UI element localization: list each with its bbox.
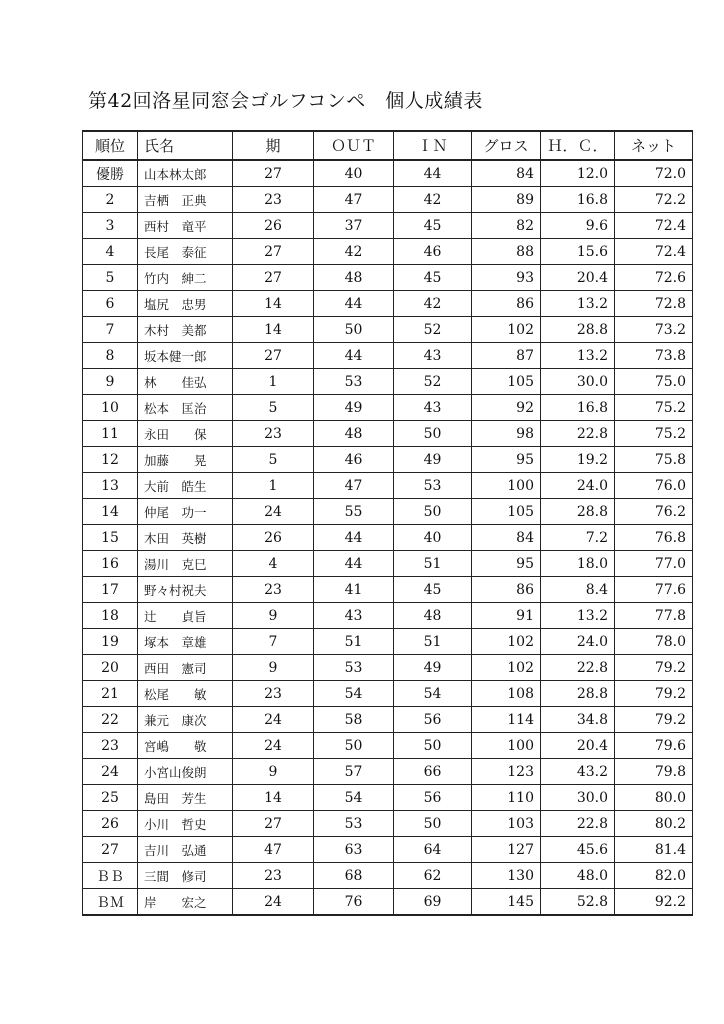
cell-gross: 88 xyxy=(472,239,541,265)
cell-out: 53 xyxy=(314,655,394,681)
cell-net: 79.8 xyxy=(615,759,693,785)
cell-gross: 95 xyxy=(472,447,541,473)
cell-net: 75.2 xyxy=(615,421,693,447)
cell-gross: 145 xyxy=(472,889,541,916)
cell-in: 43 xyxy=(394,343,472,369)
cell-hc: 16.8 xyxy=(541,187,615,213)
cell-hc: 22.8 xyxy=(541,811,615,837)
cell-net: 82.0 xyxy=(615,863,693,889)
cell-rank: ＢＭ xyxy=(83,889,138,916)
cell-term: 26 xyxy=(233,525,314,551)
table-row xyxy=(83,811,693,837)
cell-hc: 22.8 xyxy=(541,655,615,681)
cell-gross: 102 xyxy=(472,655,541,681)
table-row xyxy=(83,291,693,317)
cell-term: 27 xyxy=(233,811,314,837)
cell-name: 加藤 晃 xyxy=(138,447,233,473)
cell-hc: 7.2 xyxy=(541,525,615,551)
table-row xyxy=(83,551,693,577)
table-row xyxy=(83,707,693,733)
table-row xyxy=(83,499,693,525)
table-row xyxy=(83,447,693,473)
cell-rank: 26 xyxy=(83,811,138,837)
page-title: 第42回洛星同窓会ゴルフコンペ 個人成績表 xyxy=(88,90,483,112)
cell-rank: 2 xyxy=(83,187,138,213)
cell-term: 4 xyxy=(233,551,314,577)
cell-name: 兼元 康次 xyxy=(138,707,233,733)
cell-name: 島田 芳生 xyxy=(138,785,233,811)
cell-out: 53 xyxy=(314,369,394,395)
cell-name: 三間 修司 xyxy=(138,863,233,889)
cell-term: 9 xyxy=(233,759,314,785)
cell-hc: 34.8 xyxy=(541,707,615,733)
cell-term: 27 xyxy=(233,265,314,291)
cell-term: 24 xyxy=(233,499,314,525)
cell-out: 37 xyxy=(314,213,394,239)
cell-name: 岸 宏之 xyxy=(138,889,233,916)
cell-rank: 優勝 xyxy=(83,160,138,187)
cell-term: 24 xyxy=(233,889,314,916)
cell-hc: 9.6 xyxy=(541,213,615,239)
cell-rank: 19 xyxy=(83,629,138,655)
cell-net: 72.8 xyxy=(615,291,693,317)
cell-net: 72.6 xyxy=(615,265,693,291)
cell-out: 54 xyxy=(314,785,394,811)
cell-in: 49 xyxy=(394,447,472,473)
cell-in: 56 xyxy=(394,785,472,811)
results-body xyxy=(83,160,693,915)
cell-term: 27 xyxy=(233,160,314,187)
cell-net: 79.6 xyxy=(615,733,693,759)
cell-net: 72.0 xyxy=(615,160,693,187)
table-row xyxy=(83,577,693,603)
table-row xyxy=(83,629,693,655)
header-net: ネット xyxy=(615,131,693,160)
cell-gross: 89 xyxy=(472,187,541,213)
header-gross: グロス xyxy=(472,131,541,160)
cell-name: 林 佳弘 xyxy=(138,369,233,395)
cell-rank: 18 xyxy=(83,603,138,629)
cell-gross: 105 xyxy=(472,499,541,525)
cell-net: 77.8 xyxy=(615,603,693,629)
cell-gross: 82 xyxy=(472,213,541,239)
cell-name: 塩尻 忠男 xyxy=(138,291,233,317)
cell-hc: 28.8 xyxy=(541,499,615,525)
cell-rank: 24 xyxy=(83,759,138,785)
table-row xyxy=(83,343,693,369)
cell-name: 宮嶋 敬 xyxy=(138,733,233,759)
cell-net: 79.2 xyxy=(615,707,693,733)
cell-out: 47 xyxy=(314,187,394,213)
cell-gross: 91 xyxy=(472,603,541,629)
cell-in: 52 xyxy=(394,317,472,343)
cell-name: 永田 保 xyxy=(138,421,233,447)
cell-out: 40 xyxy=(314,160,394,187)
cell-out: 43 xyxy=(314,603,394,629)
cell-out: 68 xyxy=(314,863,394,889)
cell-gross: 102 xyxy=(472,629,541,655)
cell-net: 75.0 xyxy=(615,369,693,395)
cell-rank: 15 xyxy=(83,525,138,551)
cell-rank: 4 xyxy=(83,239,138,265)
cell-out: 48 xyxy=(314,421,394,447)
cell-hc: 12.0 xyxy=(541,160,615,187)
cell-hc: 13.2 xyxy=(541,291,615,317)
cell-hc: 16.8 xyxy=(541,395,615,421)
cell-term: 24 xyxy=(233,707,314,733)
cell-in: 45 xyxy=(394,213,472,239)
cell-out: 54 xyxy=(314,681,394,707)
cell-net: 72.2 xyxy=(615,187,693,213)
cell-rank: 7 xyxy=(83,317,138,343)
cell-term: 26 xyxy=(233,213,314,239)
cell-gross: 123 xyxy=(472,759,541,785)
cell-net: 72.4 xyxy=(615,239,693,265)
cell-in: 66 xyxy=(394,759,472,785)
cell-in: 50 xyxy=(394,421,472,447)
cell-net: 79.2 xyxy=(615,681,693,707)
cell-gross: 84 xyxy=(472,160,541,187)
cell-out: 50 xyxy=(314,733,394,759)
table-row xyxy=(83,681,693,707)
cell-net: 73.8 xyxy=(615,343,693,369)
cell-gross: 114 xyxy=(472,707,541,733)
cell-rank: 25 xyxy=(83,785,138,811)
cell-term: 14 xyxy=(233,785,314,811)
cell-net: 75.8 xyxy=(615,447,693,473)
cell-term: 27 xyxy=(233,343,314,369)
cell-out: 44 xyxy=(314,525,394,551)
cell-term: 27 xyxy=(233,239,314,265)
cell-name: 木村 美都 xyxy=(138,317,233,343)
cell-name: 野々村祝夫 xyxy=(138,577,233,603)
cell-hc: 22.8 xyxy=(541,421,615,447)
cell-net: 76.8 xyxy=(615,525,693,551)
cell-net: 79.2 xyxy=(615,655,693,681)
cell-hc: 43.2 xyxy=(541,759,615,785)
cell-rank: 17 xyxy=(83,577,138,603)
cell-out: 44 xyxy=(314,551,394,577)
cell-rank: 21 xyxy=(83,681,138,707)
cell-gross: 95 xyxy=(472,551,541,577)
table-row xyxy=(83,369,693,395)
cell-hc: 48.0 xyxy=(541,863,615,889)
cell-rank: 16 xyxy=(83,551,138,577)
cell-term: 23 xyxy=(233,421,314,447)
cell-in: 45 xyxy=(394,577,472,603)
cell-name: 木田 英樹 xyxy=(138,525,233,551)
cell-in: 46 xyxy=(394,239,472,265)
header-term: 期 xyxy=(233,131,314,160)
cell-name: 西村 竜平 xyxy=(138,213,233,239)
cell-name: 塚本 章雄 xyxy=(138,629,233,655)
cell-term: 14 xyxy=(233,291,314,317)
cell-term: 9 xyxy=(233,603,314,629)
cell-gross: 86 xyxy=(472,291,541,317)
cell-net: 80.0 xyxy=(615,785,693,811)
cell-rank: 6 xyxy=(83,291,138,317)
cell-out: 53 xyxy=(314,811,394,837)
cell-in: 50 xyxy=(394,811,472,837)
cell-in: 51 xyxy=(394,629,472,655)
cell-hc: 24.0 xyxy=(541,629,615,655)
cell-out: 46 xyxy=(314,447,394,473)
cell-rank: 23 xyxy=(83,733,138,759)
cell-rank: 3 xyxy=(83,213,138,239)
cell-term: 5 xyxy=(233,395,314,421)
table-row xyxy=(83,265,693,291)
table-row xyxy=(83,473,693,499)
cell-in: 50 xyxy=(394,733,472,759)
cell-in: 56 xyxy=(394,707,472,733)
cell-gross: 108 xyxy=(472,681,541,707)
results-table xyxy=(82,130,693,916)
cell-term: 1 xyxy=(233,473,314,499)
cell-out: 50 xyxy=(314,317,394,343)
cell-out: 42 xyxy=(314,239,394,265)
cell-term: 23 xyxy=(233,681,314,707)
cell-gross: 102 xyxy=(472,317,541,343)
cell-in: 43 xyxy=(394,395,472,421)
table-row xyxy=(83,239,693,265)
header-hc: Ｈ．Ｃ． xyxy=(541,131,615,160)
cell-hc: 28.8 xyxy=(541,317,615,343)
table-row xyxy=(83,187,693,213)
cell-in: 45 xyxy=(394,265,472,291)
table-row xyxy=(83,603,693,629)
cell-in: 62 xyxy=(394,863,472,889)
cell-in: 52 xyxy=(394,369,472,395)
cell-in: 51 xyxy=(394,551,472,577)
cell-term: 1 xyxy=(233,369,314,395)
cell-name: 松本 匡治 xyxy=(138,395,233,421)
cell-name: 小宮山俊朗 xyxy=(138,759,233,785)
cell-term: 24 xyxy=(233,733,314,759)
cell-term: 23 xyxy=(233,577,314,603)
cell-hc: 24.0 xyxy=(541,473,615,499)
cell-out: 44 xyxy=(314,291,394,317)
cell-name: 辻 貞旨 xyxy=(138,603,233,629)
table-row xyxy=(83,785,693,811)
cell-gross: 105 xyxy=(472,369,541,395)
cell-in: 42 xyxy=(394,187,472,213)
cell-gross: 110 xyxy=(472,785,541,811)
header-name: 氏名 xyxy=(138,131,233,160)
cell-name: 西田 憲司 xyxy=(138,655,233,681)
header-rank: 順位 xyxy=(83,131,138,160)
cell-hc: 28.8 xyxy=(541,681,615,707)
cell-gross: 86 xyxy=(472,577,541,603)
table-row xyxy=(83,317,693,343)
cell-name: 松尾 敏 xyxy=(138,681,233,707)
cell-name: 吉栖 正典 xyxy=(138,187,233,213)
cell-rank: 12 xyxy=(83,447,138,473)
cell-out: 49 xyxy=(314,395,394,421)
cell-hc: 52.8 xyxy=(541,889,615,916)
cell-in: 54 xyxy=(394,681,472,707)
table-row xyxy=(83,889,693,916)
table-row xyxy=(83,863,693,889)
cell-gross: 98 xyxy=(472,421,541,447)
cell-in: 64 xyxy=(394,837,472,863)
header-out: ＯＵＴ xyxy=(314,131,394,160)
table-row xyxy=(83,160,693,187)
cell-in: 50 xyxy=(394,499,472,525)
cell-out: 44 xyxy=(314,343,394,369)
cell-name: 小川 哲史 xyxy=(138,811,233,837)
cell-term: 14 xyxy=(233,317,314,343)
cell-hc: 30.0 xyxy=(541,785,615,811)
cell-gross: 93 xyxy=(472,265,541,291)
cell-hc: 20.4 xyxy=(541,265,615,291)
cell-gross: 100 xyxy=(472,473,541,499)
cell-rank: 10 xyxy=(83,395,138,421)
cell-net: 77.0 xyxy=(615,551,693,577)
cell-rank: 5 xyxy=(83,265,138,291)
cell-in: 69 xyxy=(394,889,472,916)
cell-rank: 8 xyxy=(83,343,138,369)
cell-out: 41 xyxy=(314,577,394,603)
cell-rank: ＢＢ xyxy=(83,863,138,889)
cell-term: 5 xyxy=(233,447,314,473)
cell-gross: 84 xyxy=(472,525,541,551)
table-row xyxy=(83,213,693,239)
cell-name: 山本林太郎 xyxy=(138,160,233,187)
cell-net: 92.2 xyxy=(615,889,693,916)
cell-rank: 11 xyxy=(83,421,138,447)
cell-net: 73.2 xyxy=(615,317,693,343)
cell-in: 40 xyxy=(394,525,472,551)
cell-name: 吉川 弘通 xyxy=(138,837,233,863)
cell-out: 47 xyxy=(314,473,394,499)
cell-out: 55 xyxy=(314,499,394,525)
cell-in: 53 xyxy=(394,473,472,499)
cell-gross: 87 xyxy=(472,343,541,369)
cell-in: 44 xyxy=(394,160,472,187)
cell-hc: 13.2 xyxy=(541,603,615,629)
cell-net: 76.2 xyxy=(615,499,693,525)
table-row xyxy=(83,733,693,759)
cell-gross: 103 xyxy=(472,811,541,837)
cell-hc: 18.0 xyxy=(541,551,615,577)
cell-in: 48 xyxy=(394,603,472,629)
cell-net: 78.0 xyxy=(615,629,693,655)
cell-rank: 20 xyxy=(83,655,138,681)
table-row xyxy=(83,421,693,447)
cell-name: 大前 皓生 xyxy=(138,473,233,499)
cell-term: 47 xyxy=(233,837,314,863)
table-row xyxy=(83,395,693,421)
cell-net: 80.2 xyxy=(615,811,693,837)
table-header-row xyxy=(83,131,693,160)
table-row xyxy=(83,525,693,551)
cell-rank: 13 xyxy=(83,473,138,499)
cell-net: 81.4 xyxy=(615,837,693,863)
cell-out: 48 xyxy=(314,265,394,291)
cell-out: 51 xyxy=(314,629,394,655)
cell-out: 57 xyxy=(314,759,394,785)
cell-name: 竹内 紳二 xyxy=(138,265,233,291)
cell-out: 63 xyxy=(314,837,394,863)
cell-name: 坂本健一郎 xyxy=(138,343,233,369)
cell-rank: 9 xyxy=(83,369,138,395)
cell-hc: 13.2 xyxy=(541,343,615,369)
cell-gross: 127 xyxy=(472,837,541,863)
cell-net: 76.0 xyxy=(615,473,693,499)
cell-term: 7 xyxy=(233,629,314,655)
cell-name: 湯川 克巳 xyxy=(138,551,233,577)
cell-hc: 15.6 xyxy=(541,239,615,265)
cell-net: 75.2 xyxy=(615,395,693,421)
cell-hc: 8.4 xyxy=(541,577,615,603)
cell-net: 72.4 xyxy=(615,213,693,239)
cell-gross: 100 xyxy=(472,733,541,759)
cell-name: 長尾 泰征 xyxy=(138,239,233,265)
table-row xyxy=(83,655,693,681)
cell-hc: 30.0 xyxy=(541,369,615,395)
cell-hc: 45.6 xyxy=(541,837,615,863)
cell-rank: 14 xyxy=(83,499,138,525)
cell-name: 仲尾 功一 xyxy=(138,499,233,525)
cell-gross: 92 xyxy=(472,395,541,421)
cell-hc: 19.2 xyxy=(541,447,615,473)
table-row xyxy=(83,759,693,785)
cell-net: 77.6 xyxy=(615,577,693,603)
cell-out: 58 xyxy=(314,707,394,733)
cell-in: 49 xyxy=(394,655,472,681)
header-in: ＩＮ xyxy=(394,131,472,160)
cell-gross: 130 xyxy=(472,863,541,889)
cell-term: 9 xyxy=(233,655,314,681)
cell-rank: 27 xyxy=(83,837,138,863)
cell-term: 23 xyxy=(233,863,314,889)
cell-out: 76 xyxy=(314,889,394,916)
cell-in: 42 xyxy=(394,291,472,317)
table-row xyxy=(83,837,693,863)
cell-rank: 22 xyxy=(83,707,138,733)
cell-term: 23 xyxy=(233,187,314,213)
cell-hc: 20.4 xyxy=(541,733,615,759)
